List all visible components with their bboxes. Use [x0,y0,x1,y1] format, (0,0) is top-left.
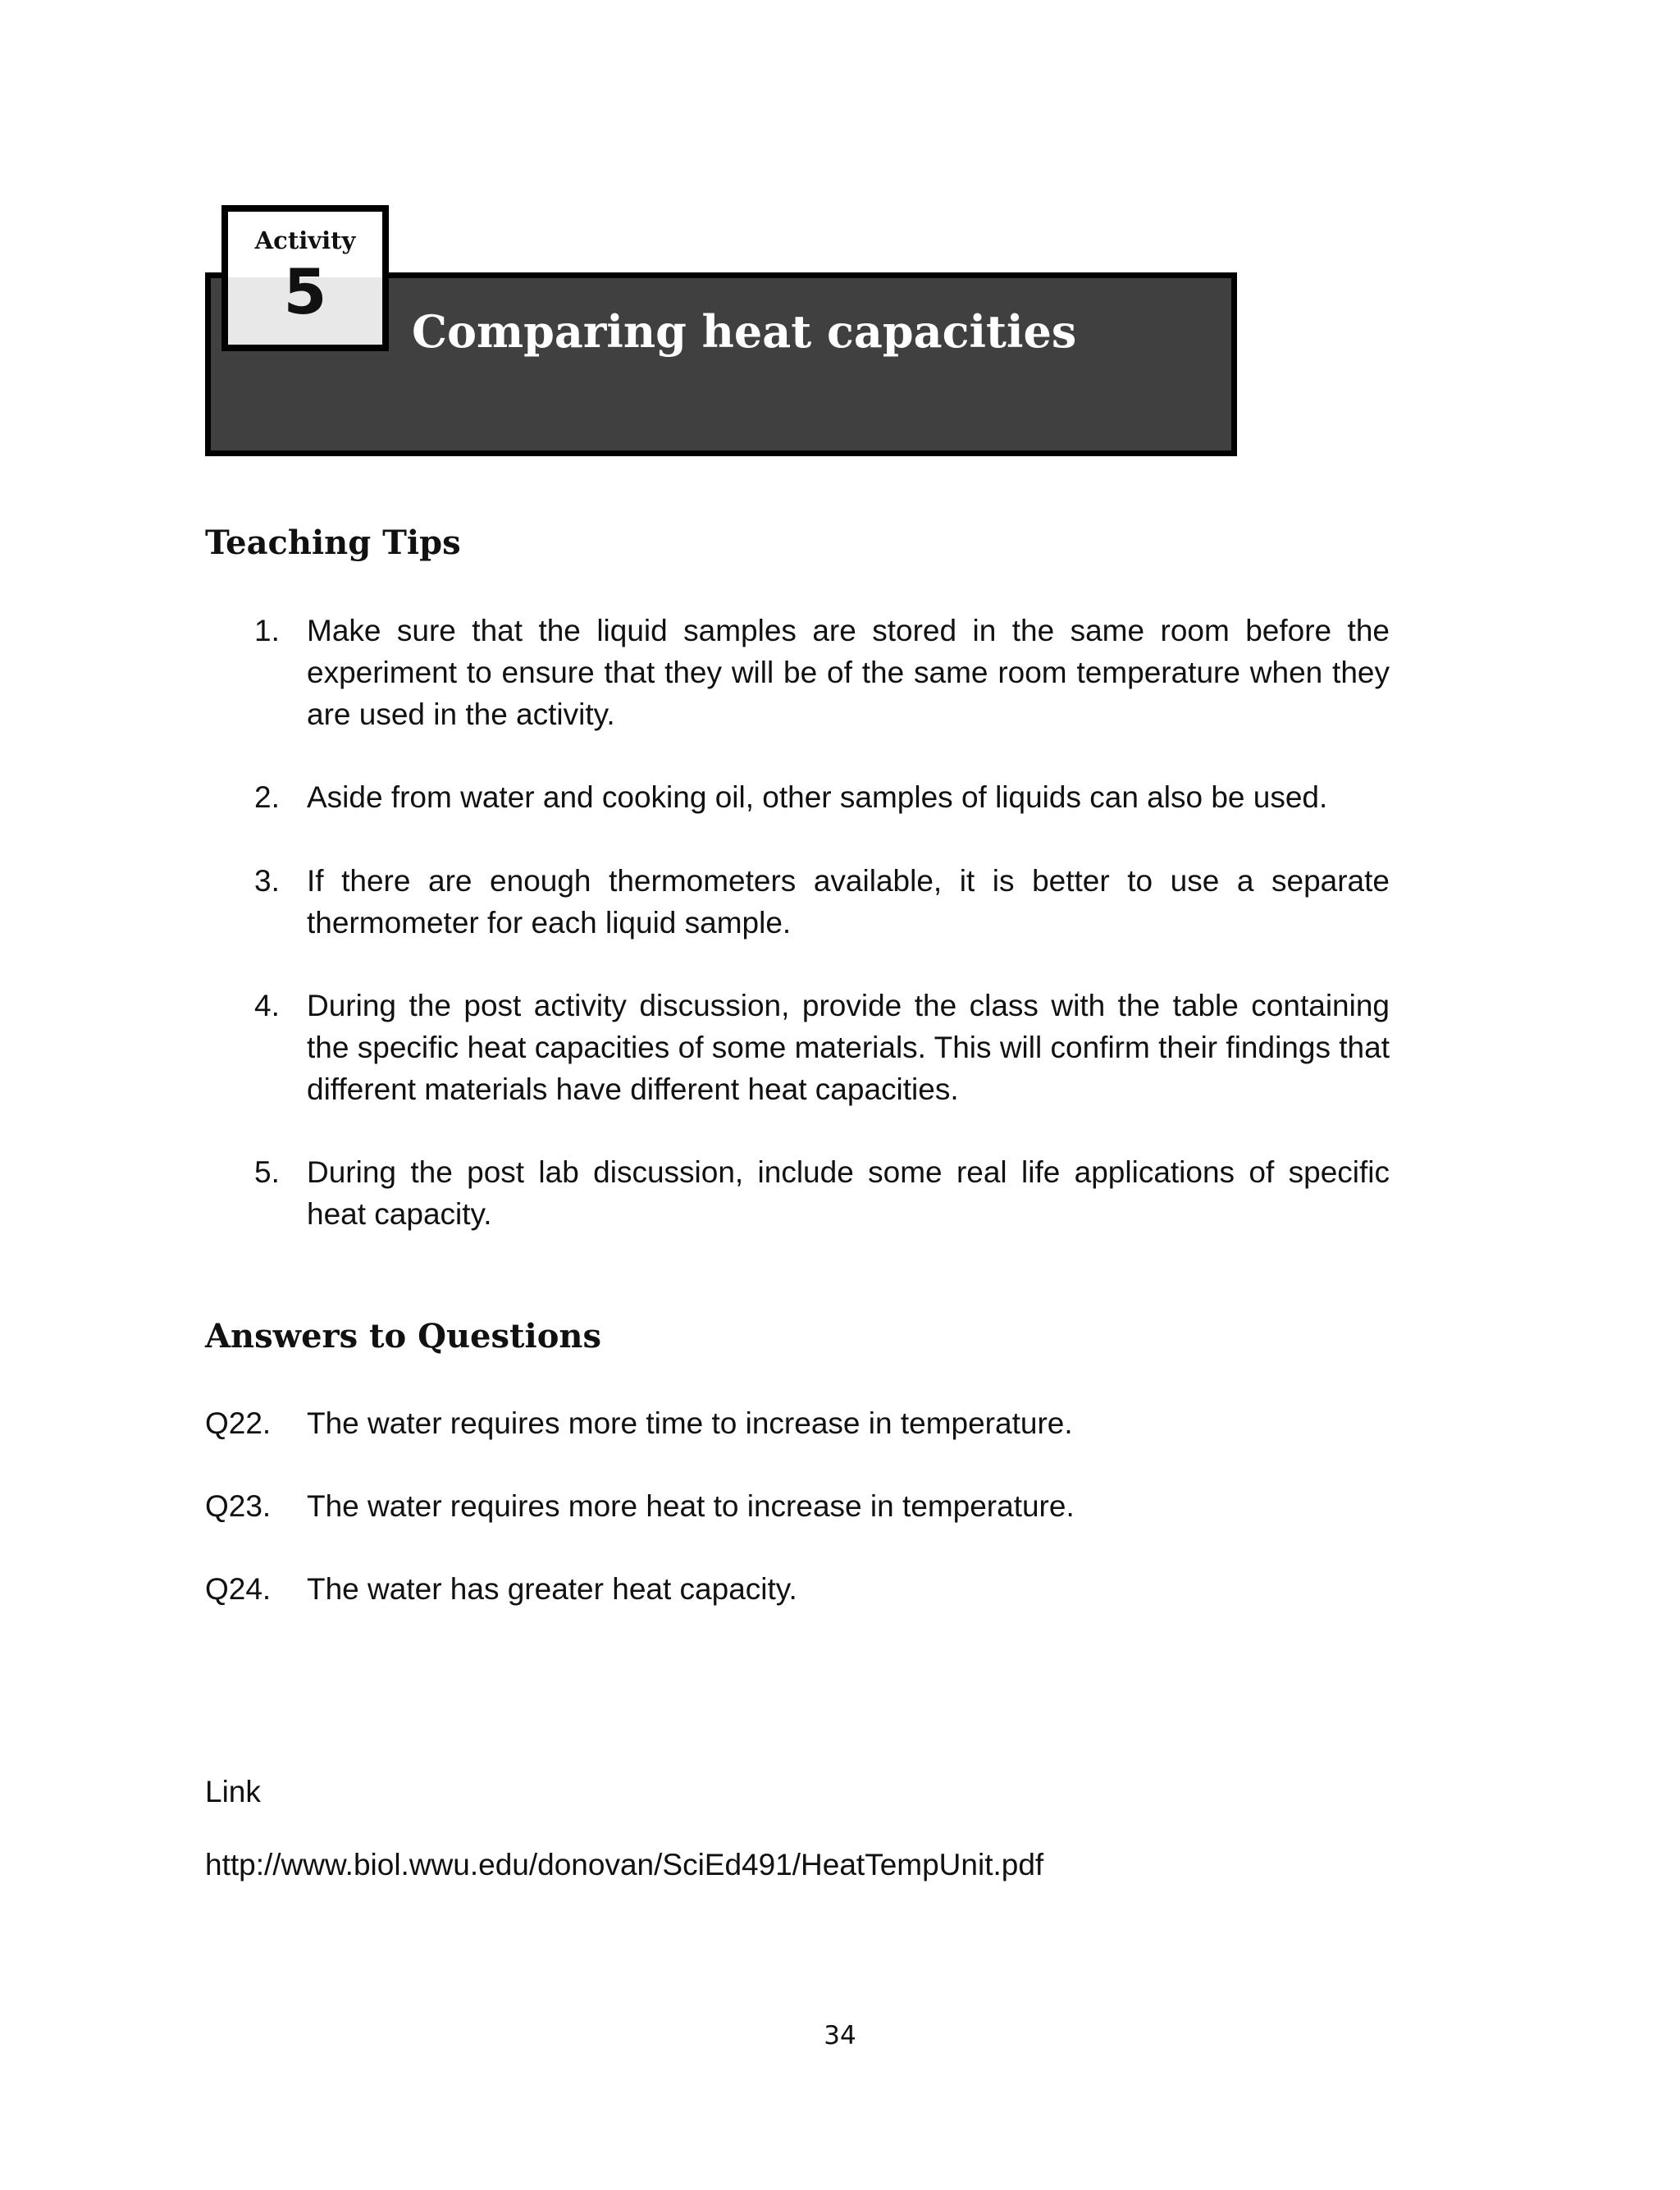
page-number: 34 [824,2021,856,2051]
tip-number: 2. [254,780,280,814]
activity-title: Comparing heat capacities [412,305,1077,358]
question-id: Q23. [205,1489,272,1523]
tip-number: 5. [254,1155,280,1189]
activity-label: Activity [254,226,356,254]
teaching-tips-heading: Teaching Tips [205,523,461,562]
reference-link[interactable]: http://www.biol.wwu.edu/donovan/SciEd491/HeatTempUnit.pdf [205,1848,1044,1881]
link-label: Link [205,1775,261,1808]
tip-text: During the post activity discussion, provide the class with the table containing the specific heat capacities of some materials. This will confirm their findings that different materials have different heat capacities. [307,989,1390,1106]
answers-heading: Answers to Questions [205,1317,601,1356]
activity-badge [221,205,389,351]
tip-number: 4. [254,989,280,1022]
tip-text: Make sure that the liquid samples are stored in the same room before the experiment to ensure that they will be of the same room temperature when they are used in the activity. [307,614,1390,731]
question-id: Q24. [205,1572,272,1606]
activity-number: 5 [283,255,327,328]
tip-text: Aside from water and cooking oil, other samples of liquids can also be used. [307,780,1328,814]
tip-number: 3. [254,864,280,898]
tip-number: 1. [254,614,280,647]
answer-text: The water has greater heat capacity. [307,1572,797,1606]
tip-text: If there are enough thermometers available, it is better to use a separate thermometer for each liquid sample. [307,864,1390,940]
tip-text: During the post lab discussion, include some real life applications of specific heat capacity. [307,1155,1390,1231]
question-id: Q22. [205,1406,272,1440]
answer-text: The water requires more heat to increase in temperature. [307,1489,1075,1523]
answer-text: The water requires more time to increase in temperature. [307,1406,1073,1440]
